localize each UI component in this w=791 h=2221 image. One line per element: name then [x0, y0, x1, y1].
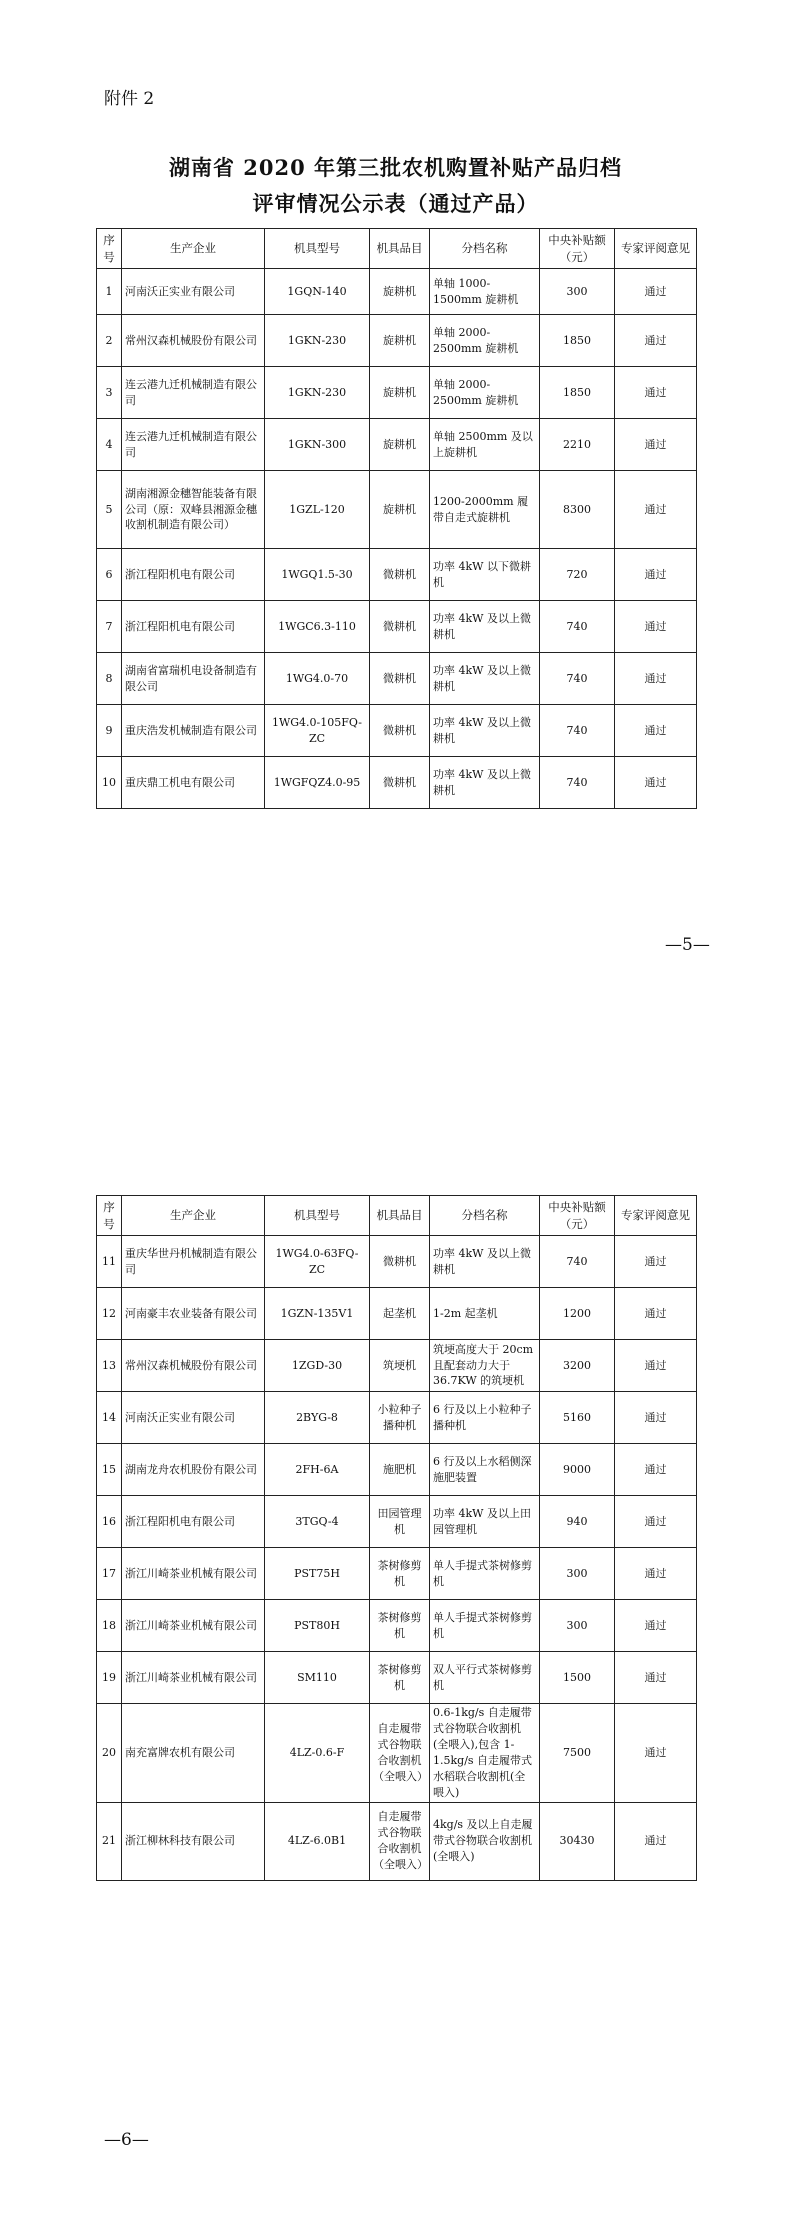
item-cell: 微耕机	[370, 601, 430, 653]
item-cell: 微耕机	[370, 757, 430, 809]
table-row	[97, 419, 697, 471]
row-number: 11	[97, 1236, 122, 1288]
header-opinion: 专家评阅意见	[615, 229, 697, 269]
table-row	[97, 549, 697, 601]
table-row	[97, 471, 697, 549]
model-cell: 1GKN-230	[265, 367, 370, 419]
row-number: 16	[97, 1496, 122, 1548]
spec-cell: 单人手提式茶树修剪机	[430, 1600, 540, 1652]
opinion-cell: 通过	[615, 315, 697, 367]
item-cell: 田园管理机	[370, 1496, 430, 1548]
company-cell: 重庆华世丹机械制造有限公司	[122, 1236, 265, 1288]
model-cell: 1WG4.0-70	[265, 653, 370, 705]
document-title-line2: 评审情况公示表（通过产品）	[252, 191, 539, 216]
item-cell: 施肥机	[370, 1444, 430, 1496]
company-cell: 连云港九迁机械制造有限公司	[122, 419, 265, 471]
subsidy-cell: 1500	[540, 1652, 615, 1704]
item-cell: 起垄机	[370, 1288, 430, 1340]
company-cell: 湖南湘源金穗智能装备有限公司（原：双峰县湘源金穗收割机制造有限公司）	[122, 471, 265, 549]
opinion-cell: 通过	[615, 1802, 697, 1880]
model-cell: 4LZ-6.0B1	[265, 1802, 370, 1880]
table-header-row	[97, 229, 697, 269]
model-cell: 1GKN-300	[265, 419, 370, 471]
spec-cell: 功率 4kW 以下微耕机	[430, 549, 540, 601]
header-subsidy: 中央补贴额（元）	[540, 1196, 615, 1236]
subsidy-cell: 720	[540, 549, 615, 601]
row-number: 1	[97, 269, 122, 315]
model-cell: 1GZN-135V1	[265, 1288, 370, 1340]
item-cell: 筑埂机	[370, 1340, 430, 1392]
company-cell: 湖南省富瑞机电设备制造有限公司	[122, 653, 265, 705]
row-number: 21	[97, 1802, 122, 1880]
subsidy-cell: 300	[540, 1600, 615, 1652]
page-number: —6—	[104, 2130, 149, 2150]
row-number: 10	[97, 757, 122, 809]
subsidy-cell: 1200	[540, 1288, 615, 1340]
header-model: 机具型号	[265, 229, 370, 269]
item-cell: 茶树修剪机	[370, 1600, 430, 1652]
header-opinion: 专家评阅意见	[615, 1196, 697, 1236]
spec-cell: 双人平行式茶树修剪机	[430, 1652, 540, 1704]
subsidy-cell: 300	[540, 1548, 615, 1600]
item-cell: 茶树修剪机	[370, 1548, 430, 1600]
spec-cell: 4kg/s 及以上自走履带式谷物联合收割机(全喂入)	[430, 1802, 540, 1880]
table-row	[97, 367, 697, 419]
page-number: —5—	[665, 935, 710, 955]
model-cell: 1WGFQZ4.0-95	[265, 757, 370, 809]
subsidy-cell: 940	[540, 1496, 615, 1548]
model-cell: 1GZL-120	[265, 471, 370, 549]
model-cell: PST80H	[265, 1600, 370, 1652]
subsidy-cell: 300	[540, 269, 615, 315]
model-cell: 3TGQ-4	[265, 1496, 370, 1548]
subsidy-cell: 30430	[540, 1802, 615, 1880]
model-cell: 1WGC6.3-110	[265, 601, 370, 653]
item-cell: 茶树修剪机	[370, 1652, 430, 1704]
table-row	[97, 1288, 697, 1340]
opinion-cell: 通过	[615, 653, 697, 705]
spec-cell: 单轴 1000-1500mm 旋耕机	[430, 269, 540, 315]
opinion-cell: 通过	[615, 757, 697, 809]
company-cell: 常州汉森机械股份有限公司	[122, 1340, 265, 1392]
opinion-cell: 通过	[615, 1652, 697, 1704]
model-cell: SM110	[265, 1652, 370, 1704]
header-spec: 分档名称	[430, 229, 540, 269]
header-no: 序号	[97, 1196, 122, 1236]
company-cell: 河南沃正实业有限公司	[122, 1392, 265, 1444]
spec-cell: 筑埂高度大于 20cm 且配套动力大于 36.7KW 的筑埂机	[430, 1340, 540, 1392]
table-row	[97, 653, 697, 705]
subsidy-cell: 740	[540, 601, 615, 653]
item-cell: 旋耕机	[370, 315, 430, 367]
company-cell: 浙江川崎茶业机械有限公司	[122, 1652, 265, 1704]
opinion-cell: 通过	[615, 1288, 697, 1340]
company-cell: 浙江柳林科技有限公司	[122, 1802, 265, 1880]
row-number: 12	[97, 1288, 122, 1340]
table-row	[97, 1496, 697, 1548]
header-spec: 分档名称	[430, 1196, 540, 1236]
opinion-cell: 通过	[615, 1236, 697, 1288]
spec-cell: 单轴 2000-2500mm 旋耕机	[430, 315, 540, 367]
spec-cell: 功率 4kW 及以上微耕机	[430, 653, 540, 705]
table-row	[97, 601, 697, 653]
table-row	[97, 1392, 697, 1444]
row-number: 18	[97, 1600, 122, 1652]
table-row	[97, 1444, 697, 1496]
company-cell: 重庆浩发机械制造有限公司	[122, 705, 265, 757]
company-cell: 常州汉森机械股份有限公司	[122, 315, 265, 367]
spec-cell: 1-2m 起垄机	[430, 1288, 540, 1340]
subsidy-cell: 2210	[540, 419, 615, 471]
item-cell: 旋耕机	[370, 269, 430, 315]
subsidy-cell: 5160	[540, 1392, 615, 1444]
item-cell: 旋耕机	[370, 367, 430, 419]
item-cell: 微耕机	[370, 549, 430, 601]
row-number: 8	[97, 653, 122, 705]
row-number: 6	[97, 549, 122, 601]
header-company: 生产企业	[122, 229, 265, 269]
opinion-cell: 通过	[615, 1496, 697, 1548]
company-cell: 浙江川崎茶业机械有限公司	[122, 1548, 265, 1600]
company-cell: 南充富牌农机有限公司	[122, 1704, 265, 1803]
table-row	[97, 1236, 697, 1288]
header-no: 序号	[97, 229, 122, 269]
model-cell: 1GQN-140	[265, 269, 370, 315]
subsidy-cell: 7500	[540, 1704, 615, 1803]
table-header-row	[97, 1196, 697, 1236]
subsidy-cell: 740	[540, 757, 615, 809]
company-cell: 重庆鼎工机电有限公司	[122, 757, 265, 809]
spec-cell: 单人手提式茶树修剪机	[430, 1548, 540, 1600]
table-row	[97, 1704, 697, 1803]
model-cell: 1ZGD-30	[265, 1340, 370, 1392]
spec-cell: 功率 4kW 及以上微耕机	[430, 705, 540, 757]
subsidy-table-page2	[96, 1195, 697, 1881]
header-item: 机具品目	[370, 229, 430, 269]
opinion-cell: 通过	[615, 471, 697, 549]
document-title-line1: 湖南省 2020 年第三批农机购置补贴产品归档	[168, 155, 623, 180]
item-cell: 自走履带式谷物联合收割机（全喂入）	[370, 1704, 430, 1803]
spec-cell: 0.6-1kg/s 自走履带式谷物联合收割机(全喂入),包含 1-1.5kg/s 自走履带式水稻联合收割机(全喂入)	[430, 1704, 540, 1803]
company-cell: 浙江程阳机电有限公司	[122, 549, 265, 601]
row-number: 5	[97, 471, 122, 549]
company-cell: 浙江程阳机电有限公司	[122, 601, 265, 653]
row-number: 3	[97, 367, 122, 419]
model-cell: PST75H	[265, 1548, 370, 1600]
opinion-cell: 通过	[615, 1600, 697, 1652]
model-cell: 4LZ-0.6-F	[265, 1704, 370, 1803]
table-row	[97, 1340, 697, 1392]
opinion-cell: 通过	[615, 1392, 697, 1444]
row-number: 13	[97, 1340, 122, 1392]
spec-cell: 功率 4kW 及以上田园管理机	[430, 1496, 540, 1548]
opinion-cell: 通过	[615, 1444, 697, 1496]
row-number: 2	[97, 315, 122, 367]
row-number: 14	[97, 1392, 122, 1444]
model-cell: 1WG4.0-63FQ-ZC	[265, 1236, 370, 1288]
table-row	[97, 1548, 697, 1600]
table-row	[97, 315, 697, 367]
company-cell: 连云港九迁机械制造有限公司	[122, 367, 265, 419]
subsidy-table-page1	[96, 228, 697, 809]
subsidy-cell: 740	[540, 1236, 615, 1288]
spec-cell: 功率 4kW 及以上微耕机	[430, 601, 540, 653]
opinion-cell: 通过	[615, 705, 697, 757]
model-cell: 2FH-6A	[265, 1444, 370, 1496]
row-number: 17	[97, 1548, 122, 1600]
table-row	[97, 1802, 697, 1880]
item-cell: 微耕机	[370, 653, 430, 705]
table-row	[97, 705, 697, 757]
row-number: 4	[97, 419, 122, 471]
item-cell: 微耕机	[370, 705, 430, 757]
subsidy-cell: 3200	[540, 1340, 615, 1392]
opinion-cell: 通过	[615, 601, 697, 653]
company-cell: 河南沃正实业有限公司	[122, 269, 265, 315]
spec-cell: 功率 4kW 及以上微耕机	[430, 757, 540, 809]
opinion-cell: 通过	[615, 269, 697, 315]
subsidy-cell: 740	[540, 653, 615, 705]
model-cell: 1WG4.0-105FQ-ZC	[265, 705, 370, 757]
row-number: 9	[97, 705, 122, 757]
company-cell: 浙江川崎茶业机械有限公司	[122, 1600, 265, 1652]
table-row	[97, 1652, 697, 1704]
spec-cell: 1200-2000mm 履带自走式旋耕机	[430, 471, 540, 549]
item-cell: 自走履带式谷物联合收割机（全喂入）	[370, 1802, 430, 1880]
model-cell: 1WGQ1.5-30	[265, 549, 370, 601]
opinion-cell: 通过	[615, 419, 697, 471]
subsidy-cell: 740	[540, 705, 615, 757]
model-cell: 2BYG-8	[265, 1392, 370, 1444]
subsidy-cell: 9000	[540, 1444, 615, 1496]
header-company: 生产企业	[122, 1196, 265, 1236]
opinion-cell: 通过	[615, 1548, 697, 1600]
opinion-cell: 通过	[615, 549, 697, 601]
item-cell: 小粒种子播种机	[370, 1392, 430, 1444]
header-model: 机具型号	[265, 1196, 370, 1236]
subsidy-cell: 8300	[540, 471, 615, 549]
header-subsidy: 中央补贴额（元）	[540, 229, 615, 269]
spec-cell: 6 行及以上小粒种子播种机	[430, 1392, 540, 1444]
header-item: 机具品目	[370, 1196, 430, 1236]
company-cell: 湖南龙舟农机股份有限公司	[122, 1444, 265, 1496]
attachment-label: 附件 2	[104, 89, 155, 109]
table-row	[97, 269, 697, 315]
spec-cell: 功率 4kW 及以上微耕机	[430, 1236, 540, 1288]
company-cell: 浙江程阳机电有限公司	[122, 1496, 265, 1548]
row-number: 19	[97, 1652, 122, 1704]
opinion-cell: 通过	[615, 367, 697, 419]
row-number: 20	[97, 1704, 122, 1803]
table-row	[97, 757, 697, 809]
subsidy-cell: 1850	[540, 367, 615, 419]
subsidy-cell: 1850	[540, 315, 615, 367]
item-cell: 旋耕机	[370, 471, 430, 549]
row-number: 7	[97, 601, 122, 653]
item-cell: 旋耕机	[370, 419, 430, 471]
opinion-cell: 通过	[615, 1704, 697, 1803]
company-cell: 河南豪丰农业装备有限公司	[122, 1288, 265, 1340]
spec-cell: 单轴 2500mm 及以上旋耕机	[430, 419, 540, 471]
row-number: 15	[97, 1444, 122, 1496]
opinion-cell: 通过	[615, 1340, 697, 1392]
spec-cell: 6 行及以上水稻侧深施肥装置	[430, 1444, 540, 1496]
model-cell: 1GKN-230	[265, 315, 370, 367]
item-cell: 微耕机	[370, 1236, 430, 1288]
spec-cell: 单轴 2000-2500mm 旋耕机	[430, 367, 540, 419]
table-row	[97, 1600, 697, 1652]
